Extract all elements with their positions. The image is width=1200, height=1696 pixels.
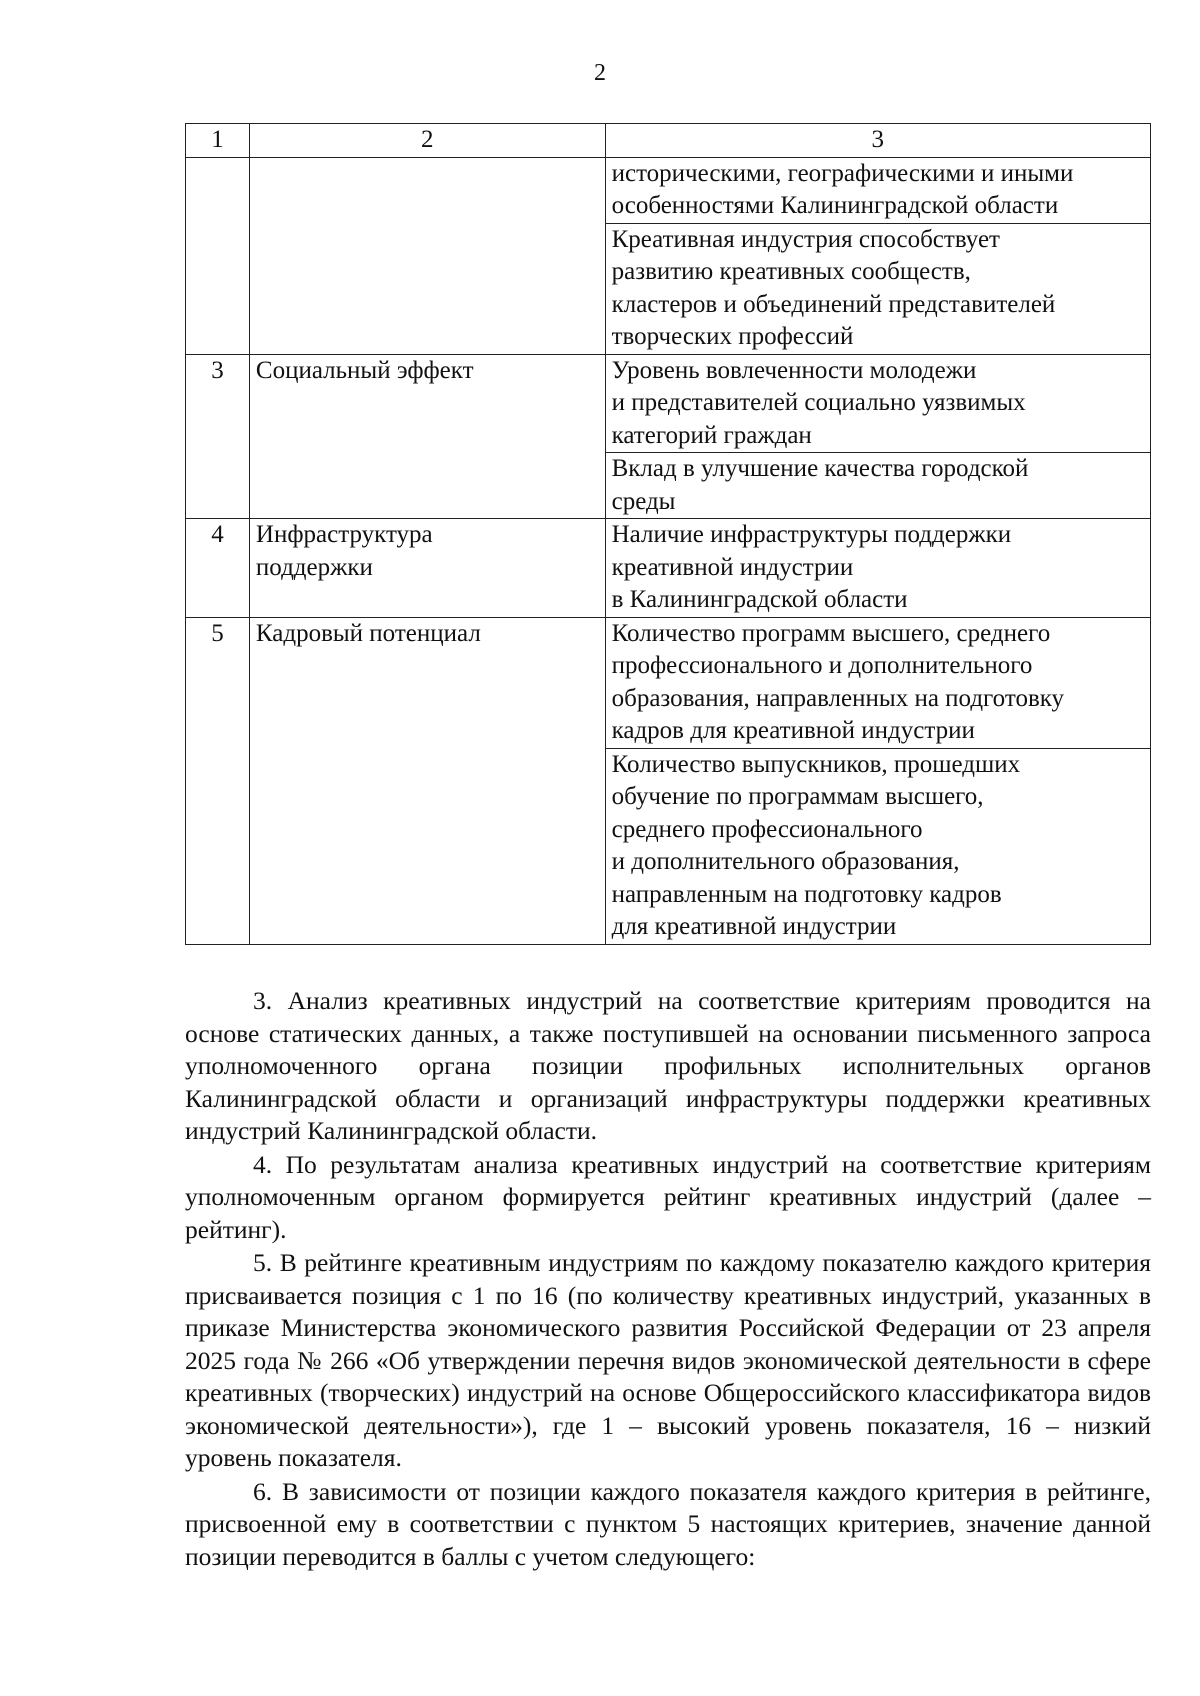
indicator-cell: историческими, географическими и иными особенностями Калининградской области	[605, 157, 1150, 223]
indicator-cell: Наличие инфраструктуры поддержки креативной индустрии в Калининградской области	[605, 519, 1150, 618]
column-header-2: 2	[249, 124, 605, 158]
row-number-cell	[186, 157, 250, 354]
paragraph-6: 6. В зависимости от позиции каждого показателя каждого критерия в рейтинге, присвоенной ему в соответствии с пунктом 5 настоящих критериев, значение данной позиции переводится в баллы с учетом следующего:	[185, 1476, 1151, 1571]
column-header-3: 3	[605, 124, 1150, 158]
row-number-cell: 5	[186, 617, 250, 944]
criterion-cell: Социальный эффект	[249, 354, 605, 519]
table-row	[186, 157, 1151, 223]
criterion-cell: Кадровый потенциал	[249, 617, 605, 944]
column-header-1: 1	[186, 124, 250, 158]
criterion-cell: Инфраструктура поддержки	[249, 519, 605, 618]
body-text	[185, 985, 1151, 1574]
table-row	[186, 519, 1151, 618]
indicator-cell: Количество программ высшего, среднего профессионального и дополнительного образования, направленных на подготовку кадров для креативной индустрии	[605, 617, 1150, 748]
indicator-cell: Креативная индустрия способствует развитию креативных сообществ, кластеров и объединений представителей творческих профессий	[605, 223, 1150, 354]
row-number-cell: 4	[186, 519, 250, 618]
table-row	[186, 354, 1151, 453]
paragraph-3: 3. Анализ креативных индустрий на соответствие критериям проводится на основе статических данных, а также поступившей на основании письменного запроса уполномоченного органа позиции профильных исполнительных органов Калининградской области и организаций инфраструктуры поддержки креативных индустрий Калининградской области.	[185, 986, 1151, 1145]
page-number: 2	[594, 60, 606, 86]
row-number-cell: 3	[186, 354, 250, 519]
indicator-cell: Вклад в улучшение качества городской среды	[605, 453, 1150, 519]
indicator-cell: Количество выпускников, прошедших обучение по программам высшего, среднего профессионального и дополнительного образования, направленным на подготовку кадров для креативной индустрии	[605, 748, 1150, 944]
criterion-cell	[249, 157, 605, 354]
indicator-cell: Уровень вовлеченности молодежи и представителей социально уязвимых категорий граждан	[605, 354, 1150, 453]
paragraph-4: 4. По результатам анализа креативных индустрий на соответствие критериям уполномоченным органом формируется рейтинг креативных индустрий (далее – рейтинг).	[185, 1149, 1151, 1244]
criteria-table	[185, 123, 1151, 945]
table-header-row	[186, 124, 1151, 158]
paragraph-5: 5. В рейтинге креативным индустриям по каждому показателю каждого критерия присваивается позиция с 1 по 16 (по количеству креативных индустрий, указанных в приказе Министерства экономического развития Российской Федерации от 23 апреля 2025 года № 266 «Об утверждении перечня видов экономической деятельности в сфере креативных (творческих) индустрий на основе Общероссийского классификатора видов экономической деятельности»), где 1 – высокий уровень показателя, 16 – низкий уровень показателя.	[185, 1248, 1151, 1472]
table-row	[186, 617, 1151, 748]
